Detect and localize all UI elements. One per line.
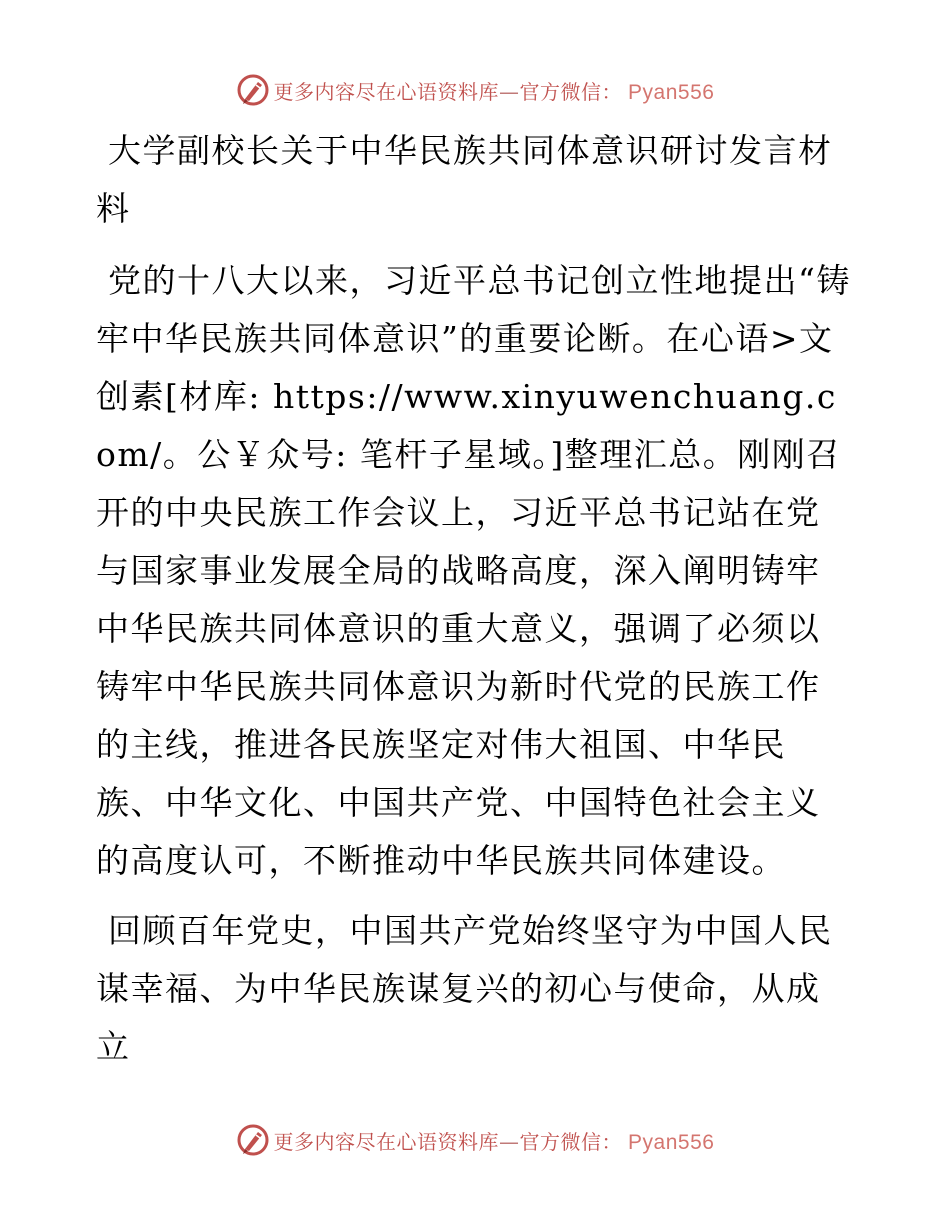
document-body [96,122,852,1076]
footer-banner-label: 官方微信： [519,1129,623,1154]
footer-banner-handle: Pyan556 [628,1130,715,1154]
header-banner-label: 官方微信： [519,79,623,104]
pen-logo-icon [236,73,270,107]
footer-banner-separator: — [499,1129,520,1154]
header-banner-text: 更多内容尽在心语资料库 [273,79,500,104]
paragraph-2: 回顾百年党史，中国共产党始终坚守为中国人民谋幸福、为中华民族谋复兴的初心与使命，从成立 [96,911,833,1066]
paragraph-1: 党的十八大以来，习近平总书记创立性地提出“铸牢中华民族共同体意识”的重要论断。在心语>文创素[材库: https://www.xinyuwenchuang.com/。公￥众号: 笔杆子星域。]整理汇总。刚刚召开的中央民族工作会议上，习近平总书记站在党与国家事业发展全局的战略高度，深入阐明铸牢中华民族共同体意识的重大意义，强调了必须以铸牢中华民族共同体意识为新时代党的民族工作的主线，推进各民族坚定对伟大祖国、中华民族、中华文化、中国共产党、中国特色社会主义的高度认可，不断推动中华民族共同体建设。 [96,261,851,880]
footer-banner-text: 更多内容尽在心语资料库 [273,1129,500,1154]
header-banner [0,70,950,110]
document-title: 大学副校长关于中华民族共同体意识研讨发言材料 [96,131,833,228]
header-banner-handle: Pyan556 [628,80,715,104]
pen-logo-icon [236,1123,270,1157]
footer-banner [0,1120,950,1160]
header-banner-separator: — [499,79,520,104]
